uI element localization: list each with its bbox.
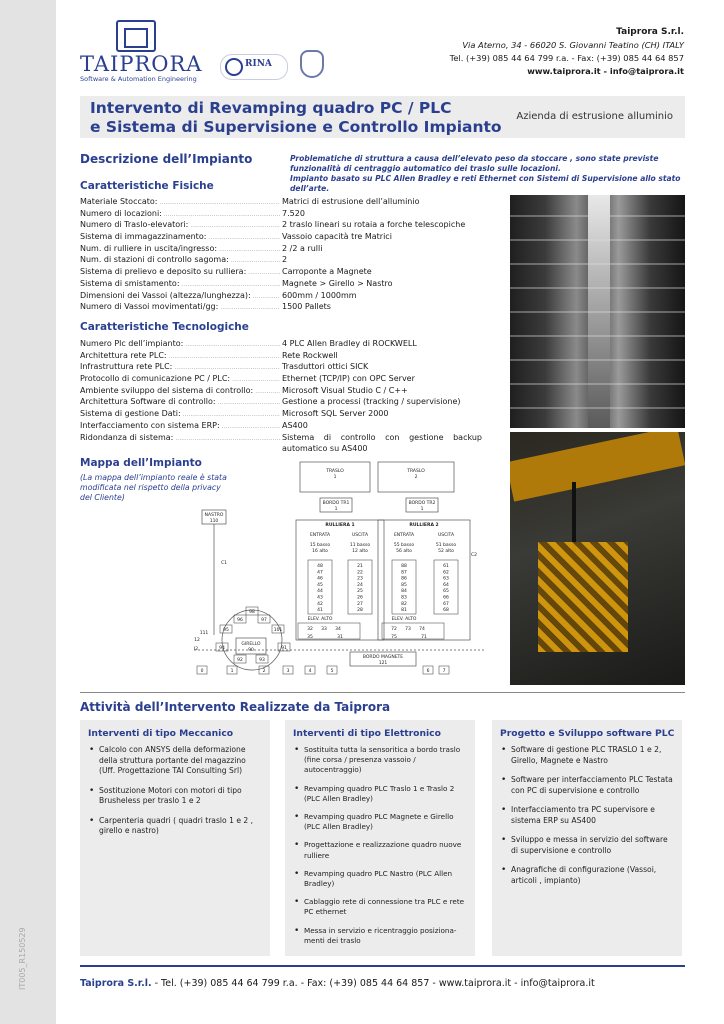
rack-cell-label: 46: [317, 576, 323, 582]
rack-cell-label: 25: [357, 589, 363, 595]
rack-cell-label: 44: [317, 589, 323, 595]
girello-cell-label: 98: [249, 610, 255, 615]
rack-cell-label: 86: [401, 576, 407, 582]
spec-label: Sistema di smistamento: .....: [80, 278, 280, 291]
title-banner: [80, 96, 685, 138]
activities-heading: Attività dell’Intervento Realizzate da Taiprora: [80, 700, 391, 714]
spec-label: Numero di Traslo-elevatori: .....: [80, 219, 280, 232]
logo-name: TAIPRORA: [80, 52, 203, 76]
accreditation-shield-icon: [300, 50, 324, 78]
entrata1-label: ENTRATA: [309, 533, 331, 538]
girello-cell-label: 95: [223, 628, 229, 633]
spec-label: Architettura Software di controllo: .....: [80, 396, 280, 409]
spec-row: [80, 208, 482, 220]
spec-row: [80, 361, 482, 373]
technology-heading: Caratteristiche Tecnologiche: [80, 321, 249, 333]
spec-label: Dimensioni dei Vassoi (altezza/lunghezza): .....: [80, 290, 280, 303]
rack-cell-label: 84: [401, 589, 407, 595]
girello-num: 90: [248, 648, 254, 653]
spec-value: 2 traslo lineari su rotaia a forche telescopiche: [282, 220, 466, 230]
girello-cell-label: 101: [273, 628, 283, 633]
spec-value: Gestione a processi (tracking / supervisione): [282, 397, 461, 407]
rina-seal-icon: [225, 58, 243, 76]
girello-cell-label: 91: [281, 646, 287, 651]
rack-cell-label: 87: [401, 570, 407, 576]
rack-cell-label: 26: [357, 595, 363, 601]
spec-label: Protocollo di comunicazione PC / PLC: .....: [80, 373, 280, 386]
activity-column-software: [492, 720, 682, 956]
spec-value: Vassoio capacità tre Matrici: [282, 232, 392, 242]
c2-label: C2: [470, 553, 478, 558]
logo-mark-icon: [116, 20, 156, 52]
list-item: • Anagrafiche di configurazione (Vassoi, articoli , impianto): [500, 865, 674, 886]
spec-value: Rete Rockwell: [282, 350, 338, 360]
bottom-station-label: 5: [330, 669, 334, 674]
spec-label: Numero di Vassoi movimentati/gg: .....: [80, 301, 280, 314]
traslo2-num: 2: [414, 475, 418, 480]
plant-map-diagram: [192, 460, 484, 682]
spec-row: [80, 196, 482, 208]
rack-cell-label: 88: [401, 564, 407, 569]
girello-cell-label: 97: [261, 618, 267, 623]
list-item: • Sviluppo e messa in servizio del software di supervisione e controllo: [500, 835, 674, 856]
physical-heading: Caratteristiche Fisiche: [80, 180, 214, 192]
rack-cell-label: 65: [443, 589, 449, 595]
spec-label: Numero Plc dell’impianto: .....: [80, 338, 280, 351]
physical-specs-list: [80, 196, 482, 313]
nastro-label: NASTRO: [204, 513, 224, 518]
spec-row: [80, 373, 482, 385]
bottom-station-label: 2: [262, 669, 266, 674]
rack-cell-label: 23: [357, 576, 363, 582]
rack-cell-label: 63: [443, 576, 449, 582]
description-intro: [290, 154, 690, 194]
bordo-magnete-num: 121: [378, 661, 388, 666]
nastro-num: 110: [209, 519, 219, 524]
map-heading: Mappa dell’Impianto: [80, 457, 202, 469]
activity-column-title: Interventi di tipo Elettronico: [293, 728, 441, 739]
spec-value: 7.520: [282, 208, 305, 218]
rack-cell-label: 42: [317, 601, 323, 607]
spec-value: 1500 Pallets: [282, 302, 331, 312]
bordo1-label: BORDO TR1: [322, 501, 350, 506]
company-address: Via Aterno, 34 - 66020 S. Giovanni Teatino (CH) ITALY: [462, 40, 684, 50]
map-label-111: 111: [199, 631, 209, 636]
spec-row: [80, 266, 482, 278]
elev1-cell-label: 34: [335, 627, 341, 632]
r2-entrata-high: 56 alto: [396, 549, 412, 554]
spec-label: Sistema di gestione Dati: .....: [80, 408, 280, 421]
r2-entrata-low: 55 basso: [393, 543, 415, 548]
list-item: • Sostituzione Motori con motori di tipo Brusheless per traslo 1 e 2: [88, 786, 262, 807]
spec-value: Microsoft Visual Studio C / C++: [282, 385, 408, 395]
list-item: • Messa in servizio e ricentraggio posiziona-menti dei traslo: [293, 926, 467, 946]
spec-value: Microsoft SQL Server 2000: [282, 409, 389, 419]
rack-cell-label: 81: [401, 608, 407, 614]
company-name: Taiprora S.r.l.: [616, 27, 684, 37]
spec-label: Ridondanza di sistema: .....: [80, 432, 280, 445]
rack-cell-label: 48: [317, 564, 323, 569]
spec-row: [80, 231, 482, 243]
section-divider: [80, 692, 685, 693]
client-label: Azienda di estrusione alluminio: [516, 111, 673, 122]
bordo-magnete-label: BORDO MAGNETE: [362, 655, 404, 660]
rina-label: RINA: [245, 59, 272, 69]
r2-uscita-high: 52 alto: [438, 549, 454, 554]
map-note: (La mappa dell’impianto reale è stata modificata nel rispetto della privacy del Cliente): [80, 473, 227, 502]
spec-value: AS400: [282, 420, 308, 430]
list-item: • Interfacciamento tra PC supervisore e sistema ERP su AS400: [500, 805, 674, 826]
spec-row: [80, 219, 482, 231]
bottom-station-label: 6: [426, 669, 430, 674]
elev2-cell-label: 73: [405, 627, 411, 632]
list-item: • Revamping quadro PLC Nastro (PLC Allen Bradley): [293, 869, 467, 889]
rack-cell-label: 43: [317, 595, 323, 601]
spec-row: [80, 278, 482, 290]
rack-cell-label: 64: [443, 582, 449, 588]
taiprora-logo: [80, 20, 203, 83]
spec-label: Interfacciamento con sistema ERP: .....: [80, 420, 280, 433]
spec-value: 4 PLC Allen Bradley di ROCKWELL: [282, 339, 417, 348]
rack-cell-label: 85: [401, 582, 407, 588]
list-item: • Progettazione e realizzazione quadro nuove rulliere: [293, 840, 467, 860]
rack-cell-label: 68: [443, 608, 449, 614]
activity-column-electronic: [285, 720, 475, 956]
traslo1-num: 1: [333, 475, 337, 480]
spec-row: [80, 420, 482, 432]
rulliera1-box: [296, 520, 384, 640]
activity-column-title: Progetto e Sviluppo software PLC: [500, 728, 675, 739]
rack-cell-label: 22: [357, 570, 363, 576]
r1-entrata-high: 16 alto: [312, 549, 328, 554]
intro-paragraph-1: Problematiche di struttura a causa dell’elevato peso da stoccare , sono state previste funzionalità di centraggio automatico dei traslo sulle locazioni.: [290, 154, 659, 173]
spec-value: Carroponte a Magnete: [282, 267, 372, 277]
elev1-cell-label: 33: [321, 627, 327, 632]
spec-row: [80, 396, 482, 408]
spec-row: [80, 254, 482, 266]
description-heading: Descrizione dell’Impianto: [80, 152, 253, 166]
list-item: • Revamping quadro PLC Traslo 1 e Traslo 2 (PLC Allen Bradley): [293, 784, 467, 804]
elev1-cell-label: 32: [307, 627, 313, 632]
spec-row: [80, 385, 482, 397]
list-item: • Cablaggio rete di connessione tra PLC e rete PC ethernet: [293, 897, 467, 917]
left-sidebar-strip: [0, 0, 56, 1024]
technology-specs-list: [80, 338, 482, 455]
rack-cell-label: 28: [357, 608, 363, 614]
elev2-label: ELEV. ALTO: [391, 617, 417, 622]
girello-cell-label: 96: [237, 618, 243, 623]
elev2-cell-label: 72: [391, 627, 397, 632]
rulliera1-label: RULLIERA 1: [325, 523, 355, 528]
footer-divider: [80, 965, 685, 967]
rack-cell-label: 41: [317, 608, 323, 614]
traslo1-label: TRASLO: [326, 469, 344, 474]
bordo2-label: BORDO TR2: [408, 501, 436, 506]
spec-value: 2: [282, 255, 288, 265]
rina-certification-logo: [220, 54, 288, 80]
page-title-line1: Intervento di Revamping quadro PC / PLC: [90, 99, 452, 117]
document-id: IT005_R150529: [18, 927, 27, 990]
rack-cell-label: 66: [443, 595, 449, 601]
entrata2-label: ENTRATA: [393, 533, 415, 538]
company-contacts: [450, 26, 684, 78]
rack-cell-label: 24: [357, 582, 363, 588]
girello-cell-label: 93: [259, 658, 265, 663]
rack-cell-label: 21: [357, 564, 363, 569]
r1-entrata-low: 15 basso: [309, 543, 331, 548]
rack-cell-label: 45: [317, 582, 323, 588]
elev2-bottom-label: 75: [391, 635, 397, 640]
rack-cell-label: 62: [443, 570, 449, 576]
girello-label: GIRELLO: [241, 642, 261, 647]
uscita2-label: USCITA: [437, 533, 455, 538]
list-item: • Software per interfacciamento PLC Testata con PC di supervisione e controllo: [500, 775, 674, 796]
rack-cell-label: 47: [317, 570, 323, 576]
list-item: • Calcolo con ANSYS della deformazione della struttura portante del magazzino (Uff. Progettazione TAI Consulting Srl): [88, 745, 262, 777]
girello-cell-label: 92: [237, 658, 243, 663]
spec-value: Sistema di controllo con gestione backup automatico su AS400: [282, 432, 482, 453]
rack-cell-label: 82: [401, 601, 407, 607]
r1-uscita-low: 11 basso: [349, 543, 371, 548]
spec-row: [80, 408, 482, 420]
elev1-label: ELEV. ALTO: [307, 617, 333, 622]
spec-row: [80, 350, 482, 362]
spec-label: Sistema di immagazzinamento: .....: [80, 231, 280, 244]
elev2-bottom-label: 71: [421, 635, 427, 640]
intro-paragraph-2: Impianto basato su PLC Allen Bradley e reti Ethernet con Sistemi di Supervisione allo stato dell’arte.: [290, 174, 681, 193]
spec-label: Ambiente sviluppo del sistema di controllo: .....: [80, 385, 280, 398]
list-item: • Sostituita tutta la sensoritica a bordo traslo (fine corsa / presenza vassoio / autocentraggio): [293, 745, 467, 776]
spec-value: Ethernet (TCP/IP) con OPC Server: [282, 374, 415, 384]
spec-value: 2 /2 a rulli: [282, 243, 323, 253]
activity-column-title: Interventi di tipo Meccanico: [88, 728, 234, 739]
r1-uscita-high: 12 alto: [352, 549, 368, 554]
spec-label: Sistema di prelievo e deposito su rulliera: .....: [80, 266, 280, 279]
spec-label: Materiale Stoccato: .....: [80, 196, 280, 209]
spec-label: Num. di stazioni di controllo sagoma: .....: [80, 254, 280, 267]
rack-cell-label: 67: [443, 601, 449, 607]
footer-contacts: - Tel. (+39) 085 44 64 799 r.a. - Fax: (+39) 085 44 64 857 - www.taiprora.it - info@taiprora.it: [151, 978, 595, 989]
map-label-12: 12: [194, 638, 200, 643]
bottom-station-label: 7: [442, 669, 446, 674]
rack-cell-label: 83: [401, 595, 407, 601]
spec-value: Trasduttori ottici SICK: [282, 362, 369, 372]
spec-row: [80, 338, 482, 350]
uscita1-label: USCITA: [351, 533, 369, 538]
bottom-station-label: 0: [200, 669, 204, 674]
rulliera2-label: RULLIERA 2: [409, 523, 439, 528]
spec-label: Infrastruttura rete PLC: .....: [80, 361, 280, 374]
spec-value: 600mm / 1000mm: [282, 290, 357, 300]
spec-label: Num. di rulliere in uscita/ingresso: .....: [80, 243, 280, 256]
r2-uscita-low: 51 basso: [435, 543, 457, 548]
warehouse-aisle-photo: [510, 195, 685, 428]
footer-company-name: Taiprora S.r.l.: [80, 978, 152, 989]
elev2-cell-label: 74: [419, 627, 425, 632]
bordo1-num: 1: [334, 507, 338, 512]
girello-cell-label: 94: [219, 646, 225, 651]
spec-row: [80, 243, 482, 255]
bottom-station-label: 3: [286, 669, 290, 674]
c1-label: C1: [220, 561, 228, 566]
bottom-station-label: 4: [308, 669, 312, 674]
elev1-bottom-label: 31: [337, 635, 343, 640]
activity-column-mechanical: [80, 720, 270, 956]
crane-magnet-photo: [510, 432, 685, 685]
girello-ring: [222, 610, 282, 670]
page-title-line2: e Sistema di Supervisione e Controllo Impianto: [90, 118, 502, 136]
footer: [80, 978, 595, 989]
bordo2-num: 1: [420, 507, 424, 512]
bottom-station-label: 1: [230, 669, 234, 674]
list-item: • Software di gestione PLC TRASLO 1 e 2, Girello, Magnete e Nastro: [500, 745, 674, 766]
spec-label: Numero di locazioni: .....: [80, 208, 280, 221]
elev1-bottom-label: 35: [307, 635, 313, 640]
list-item: • Revamping quadro PLC Magnete e Girello (PLC Allen Bradley): [293, 812, 467, 832]
spec-label: Architettura rete PLC: .....: [80, 350, 280, 363]
i2-label: I2: [193, 647, 199, 652]
logo-tagline: Software & Automation Engineering: [80, 75, 197, 83]
rack-cell-label: 27: [357, 601, 363, 607]
rack-cell-label: 61: [443, 564, 449, 569]
spec-row: [80, 301, 482, 313]
spec-row: [80, 432, 482, 455]
company-web-link[interactable]: www.taiprora.it - info@taiprora.it: [527, 66, 684, 76]
spec-value: Matrici di estrusione dell’alluminio: [282, 197, 420, 206]
spec-value: Magnete > Girello > Nastro: [282, 278, 393, 288]
traslo2-label: TRASLO: [407, 469, 425, 474]
list-item: • Carpenteria quadri ( quadri traslo 1 e 2 , girello e nastro): [88, 816, 262, 837]
spec-row: [80, 290, 482, 302]
company-phone: Tel. (+39) 085 44 64 799 r.a. - Fax: (+39) 085 44 64 857: [449, 53, 684, 63]
